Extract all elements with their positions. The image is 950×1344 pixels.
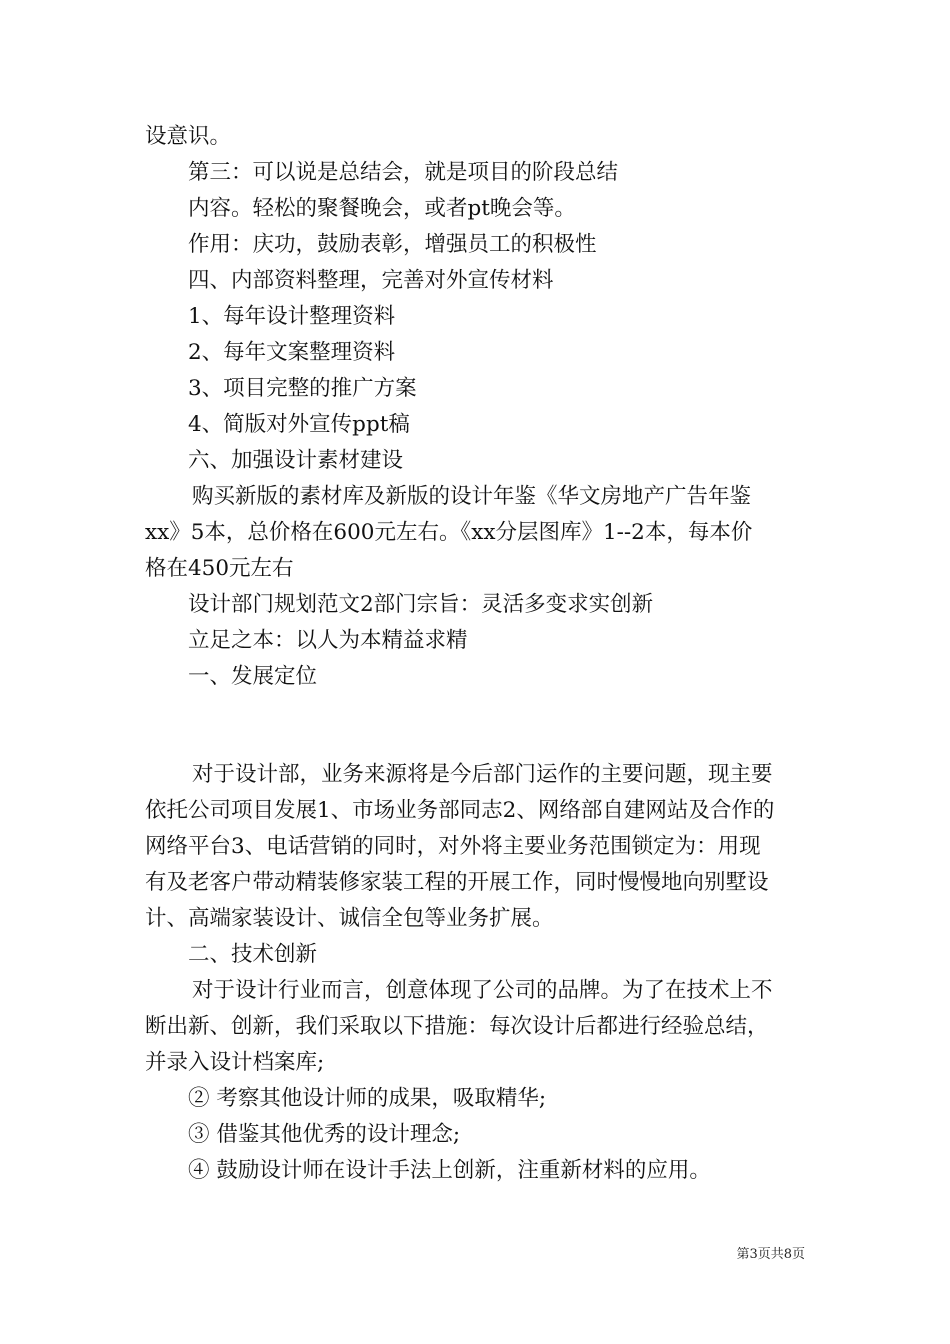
text-line: 购买新版的素材库及新版的设计年鉴《华文房地产广告年鉴 [192,484,752,509]
text-line: 第三：可以说是总结会，就是项目的阶段总结 [188,160,619,185]
list-item: 4、简版对外宣传ppt稿 [188,412,410,437]
text-line: 网络平台3、电话营销的同时，对外将主要业务范围锁定为：用现 [145,834,761,859]
text-line: 设计部门规划范文2部门宗旨：灵活多变求实创新 [188,592,654,617]
list-item: ④ 鼓励设计师在设计手法上创新，注重新材料的应用。 [188,1158,711,1183]
text-line: 依托公司项目发展1、市场业务部同志2、网络部自建网站及合作的 [145,798,775,823]
text-line: 内容。轻松的聚餐晚会，或者pt晚会等。 [188,196,576,221]
section-heading: 二、技术创新 [188,942,318,967]
text-line: 断出新、创新，我们采取以下措施：每次设计后都进行经验总结， [145,1014,769,1039]
section-heading: 四、内部资料整理，完善对外宣传材料 [188,268,554,293]
text-line: 作用：庆功，鼓励表彰，增强员工的积极性 [188,232,597,257]
list-item: 1、每年设计整理资料 [188,304,396,329]
section-heading: 一、发展定位 [188,664,318,689]
list-item: 3、项目完整的推广方案 [188,376,417,401]
text-line: 立足之本：以人为本精益求精 [188,628,468,653]
page-number: 第3页共8页 [736,1247,805,1262]
text-line: 有及老客户带动精装修家装工程的开展工作，同时慢慢地向别墅设 [145,870,769,895]
text-line: 设意识。 [145,124,232,149]
text-line: 格在450元左右 [145,556,294,581]
text-line: 对于设计行业而言，创意体现了公司的品牌。为了在技术上不 [192,978,773,1003]
section-heading: 六、加强设计素材建设 [188,448,404,473]
list-item: ② 考察其他设计师的成果，吸取精华; [188,1086,547,1111]
text-line: 对于设计部，业务来源将是今后部门运作的主要问题，现主要 [192,762,773,787]
text-line: 计、高端家装设计、诚信全包等业务扩展。 [145,906,554,931]
list-item: 2、每年文案整理资料 [188,340,396,365]
text-line: 并录入设计档案库; [145,1050,325,1075]
text-line: xx》5本，总价格在600元左右。《xx分层图库》1--2本，每本价 [145,520,753,545]
list-item: ③ 借鉴其他优秀的设计理念; [188,1122,461,1147]
